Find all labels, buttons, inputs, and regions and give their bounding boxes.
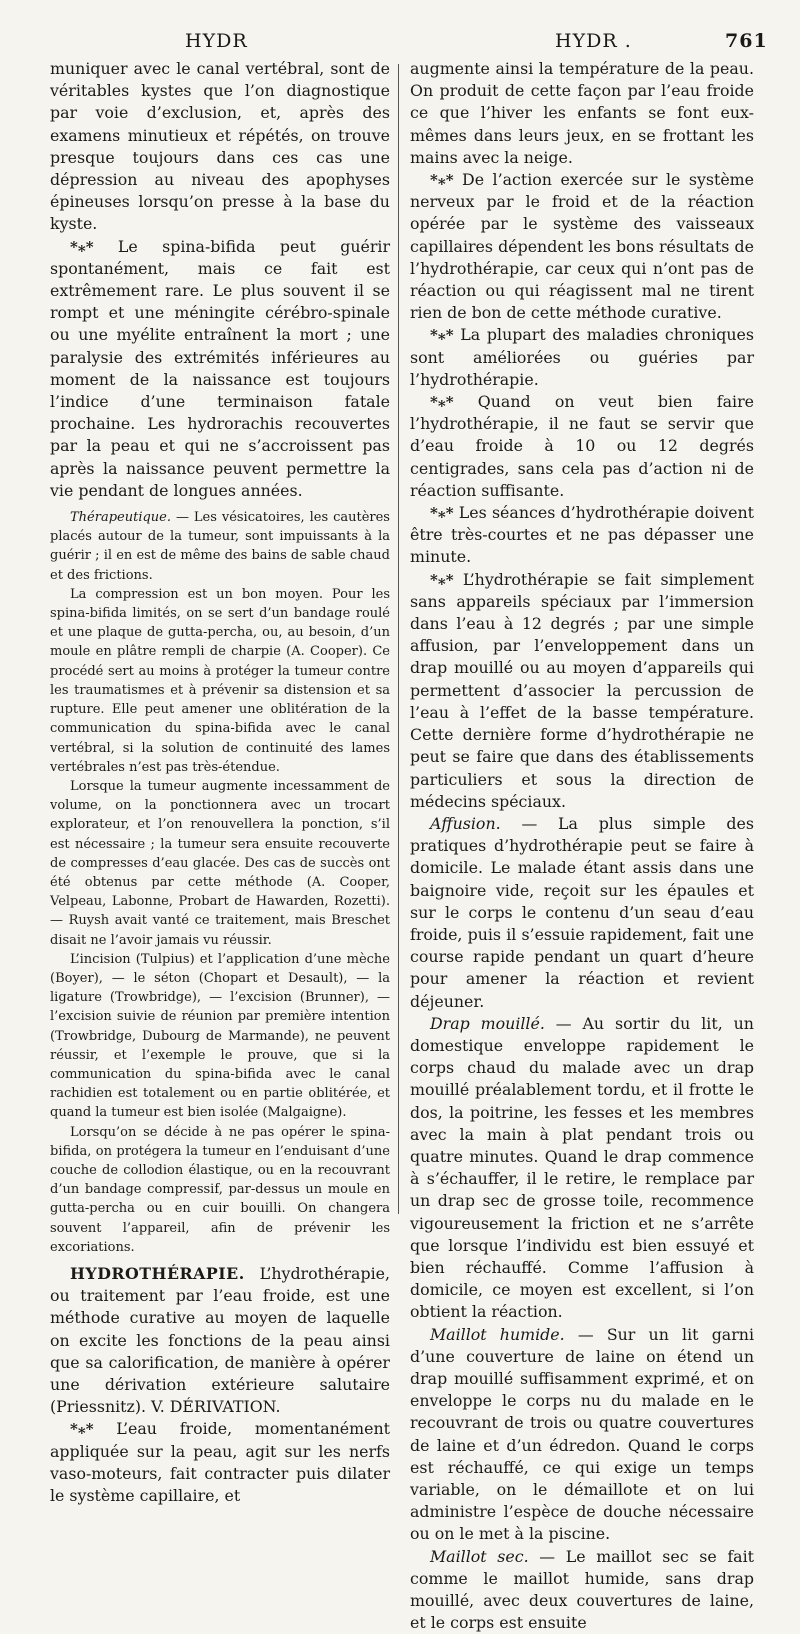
paragraph — [410, 169, 754, 324]
paragraph: Lorsque la tumeur augmente incessamment de volume, on la ponctionnera avec un trocart explorateur, et l’on renouvellera la ponction, s’il est nécessaire ; la tumeur sera ensuite recouverte de compresses d’eau glacée. Des cas de succès ont été obtenus par cette méthode (A. Cooper, Velpeau, Labonne, Probart de Hawarden, Rozetti).— Ruysh avait vanté ce traitement, mais Breschet disait ne l’avoir jamais vu réussir. — [50, 778, 390, 948]
running-head-left: HYDR — [185, 30, 248, 52]
right-column — [410, 58, 754, 1634]
paragraph-text: — La plus simple des pratiques d’hydrothérapie peut se faire à domicile. Le malade étant assis dans une baignoire vide, reçoit sur les épaules et sur le corps le contenu d’un seau d’eau froide, puis il s’essuie rapidement, fait une course rapide pendant un quart d’heure pour amener la réaction et revient déjeuner. — [410, 813, 754, 1011]
paragraph — [410, 1324, 754, 1546]
paragraph-text: Le spina-bifida peut guérir spontanément, mais ce fait est extrêmement rare. Le plus souvent il se rompt et une méningite cérébro-spinale ou une myélite entraînent la mort ; une paralysie des extrémités inférieures au moment de la naissance est toujours l’indice d’une terminaison fatale prochaine. Les hydrorachis recouvertes par la peau et qui ne s’accroissent pas après la naissance peuvent permettre la vie pendant de longues années. — [50, 236, 390, 500]
asterism-mark: *⁎* — [430, 171, 454, 190]
paragraph — [410, 813, 754, 1013]
paragraph-text: La plupart des maladies chroniques sont améliorées ou guéries par l’hydrothérapie. — [410, 325, 754, 389]
paragraph — [410, 502, 754, 569]
section-label: Maillot sec. — [430, 1546, 529, 1566]
asterism-mark: *⁎* — [430, 504, 454, 523]
paragraph-text: L’hydrothérapie, ou traitement par l’eau froide, est une méthode curative au moyen de laquelle on excite les fonctions de la peau ainsi que sa calorification, de manière à opérer une dérivation extérieure salutaire (Priessnitz). V. DÉRIVATION. — [50, 1263, 390, 1417]
section-label: Affusion. — [430, 813, 501, 833]
asterism-mark: *⁎* — [70, 237, 94, 256]
paragraph-text: — Au sortir du lit, un domestique enveloppe rapidement le corps chaud du malade avec un drap mouillé préalablement tordu, et il frotte le dos, la poitrine, les fesses et les membres avec la main à plat pendant trois ou quatre minutes. Quand le drap commence à s’échauffer, il le retire, le remplace par un drap sec de grosse toile, recommence vigoureusement la friction et ne s’arrête que lorsque l’individu est bien essuyé et bien réchauffé. Comme l’affusion à domicile, ce moyen est excellent, si l’on obtient la réaction. — [410, 1013, 754, 1322]
running-head-center: HYDR . — [555, 30, 632, 52]
paragraph: L’incision (Tulpius) et l’application d’une mèche (Boyer), — le séton (Chopart et Desault), — la ligature (Trowbridge), — l’excision (Brunner), — l’excision suivie de réunion par première intention (Trowbridge, Dubourg de Marmande), ne peuvent réussir, et l’exemple le prouve, que si la communication du spina-bifida avec le canal rachidien est totalement ou en partie oblitérée, et quand la tumeur est bien isolée (Malgaigne). — [50, 951, 390, 1121]
asterism-mark: *⁎* — [430, 326, 454, 345]
paragraph-text: — Sur un lit garni d’une couverture de laine on étend un drap mouillé suffisamment exprimé, et on enveloppe le corps nu du malade en le recouvrant de trois ou quatre couvertures de laine et d’un édredon. Quand le corps est réchauffé, ce qui exige un temps variable, on le démaillote et on lui administre l’espèce de douche nécessaire ou on le met à la piscine. — [410, 1324, 754, 1544]
column-divider — [398, 64, 399, 1214]
paragraph — [410, 1013, 754, 1324]
asterism-mark: *⁎* — [430, 393, 454, 412]
paragraph — [410, 1546, 754, 1634]
paragraph — [50, 508, 390, 585]
paragraph — [50, 236, 390, 502]
paragraph-text: L’hydrothérapie se fait simplement sans appareils spéciaux par l’immersion dans l’eau à 12 degrés ; par une simple affusion, par l’enveloppement dans un drap mouillé ou au moyen d’appareils qui permettent d’associer la percussion de l’eau à l’effet de la basse température. Cette dernière forme d’hydrothérapie ne peut se faire que dans des établissements particuliers et sous la direction de médecins spéciaux. — [410, 569, 754, 811]
left-column — [50, 58, 390, 1507]
asterism-mark: *⁎* — [70, 1420, 94, 1439]
paragraph: augmente ainsi la température de la peau. On produit de cette façon par l’eau froide ce que l’hiver les enfants se font eux-mêmes dans leurs jeux, en se frottant les mains avec la neige. — [410, 59, 754, 167]
paragraph: Lorsqu’on se décide à ne pas opérer le spina-bifida, on protégera la tumeur en l’enduisant d’une couche de collodion élastique, ou en la recouvrant d’un bandage compressif, par-dessus un moule en gutta-percha ou en cuir bouilli. On changera souvent l’appareil, afin de prévenir les excoriations. — [50, 1124, 390, 1255]
paragraph: muniquer avec le canal vertébral, sont de véritables kystes que l’on diagnostique par voie d’exclusion, et, après des examens minutieux et répétés, on trouve presque toujours dans ces cas une dépression au niveau des apophyses épineuses lorsqu’on presse à la base du kyste. — [50, 59, 390, 234]
paragraph — [410, 391, 754, 502]
paragraph — [410, 324, 754, 391]
page-number: 761 — [725, 30, 768, 52]
paragraph-text: L’eau froide, momentanément appliquée sur la peau, agit sur les nerfs vaso-moteurs, fait contracter puis dilater le système capillaire, et — [50, 1419, 391, 1506]
section-label: Thérapeutique. — [70, 510, 171, 526]
paragraph-text: — Les vésicatoires, les cautères placés autour de la tumeur, sont impuissants à la guérir ; il en est de même des bains de sable chaud et des frictions. — [50, 510, 390, 583]
paragraph-text: — Le maillot sec se fait comme le maillot humide, sans drap mouillé, avec deux couvertures de laine, et le corps est ensuite — [410, 1546, 754, 1633]
section-label: Maillot humide. — [430, 1324, 565, 1344]
paragraph-text: De l’action exercée sur le système nerveux par le froid et de la réaction opérée par le système des vaisseaux capillaires dépendent les bons résultats de l’hydrothérapie, car ceux qui n’ont pas de réaction ou qui réagissent mal ne tirent rien de bon de cette méthode curative. — [410, 170, 755, 323]
paragraph — [410, 569, 754, 813]
section-label: Drap mouillé. — [430, 1013, 545, 1033]
asterism-mark: *⁎* — [430, 570, 454, 589]
paragraph-text: Les séances d’hydrothérapie doivent être très-courtes et ne pas dépasser une minute. — [410, 503, 754, 567]
paragraph-text: Quand on veut bien faire l’hydrothérapie, il ne faut se servir que d’eau froide à 10 ou 12 degrés centigrades, sans cela pas d’action ni de réaction suffisante. — [410, 392, 754, 500]
entry-term: HYDROTHÉRAPIE. — [70, 1263, 245, 1283]
paragraph — [50, 1418, 390, 1507]
paragraph — [50, 1263, 390, 1418]
paragraph: La compression est un bon moyen. Pour les spina-bifida limités, on se sert d’un bandage roulé et une plaque de gutta-percha, ou, au besoin, d’un moule en plâtre rempli de charpie (A. Cooper). Ce procédé sert au moins à protéger la tumeur contre les traumatismes et à prévenir sa distension et sa rupture. Elle peut amener une oblitération de la communication du spina-bifida avec le canal vertébral, si la solution de continuité des lames vertébrales n’est pas très-étendue. — [50, 586, 390, 775]
